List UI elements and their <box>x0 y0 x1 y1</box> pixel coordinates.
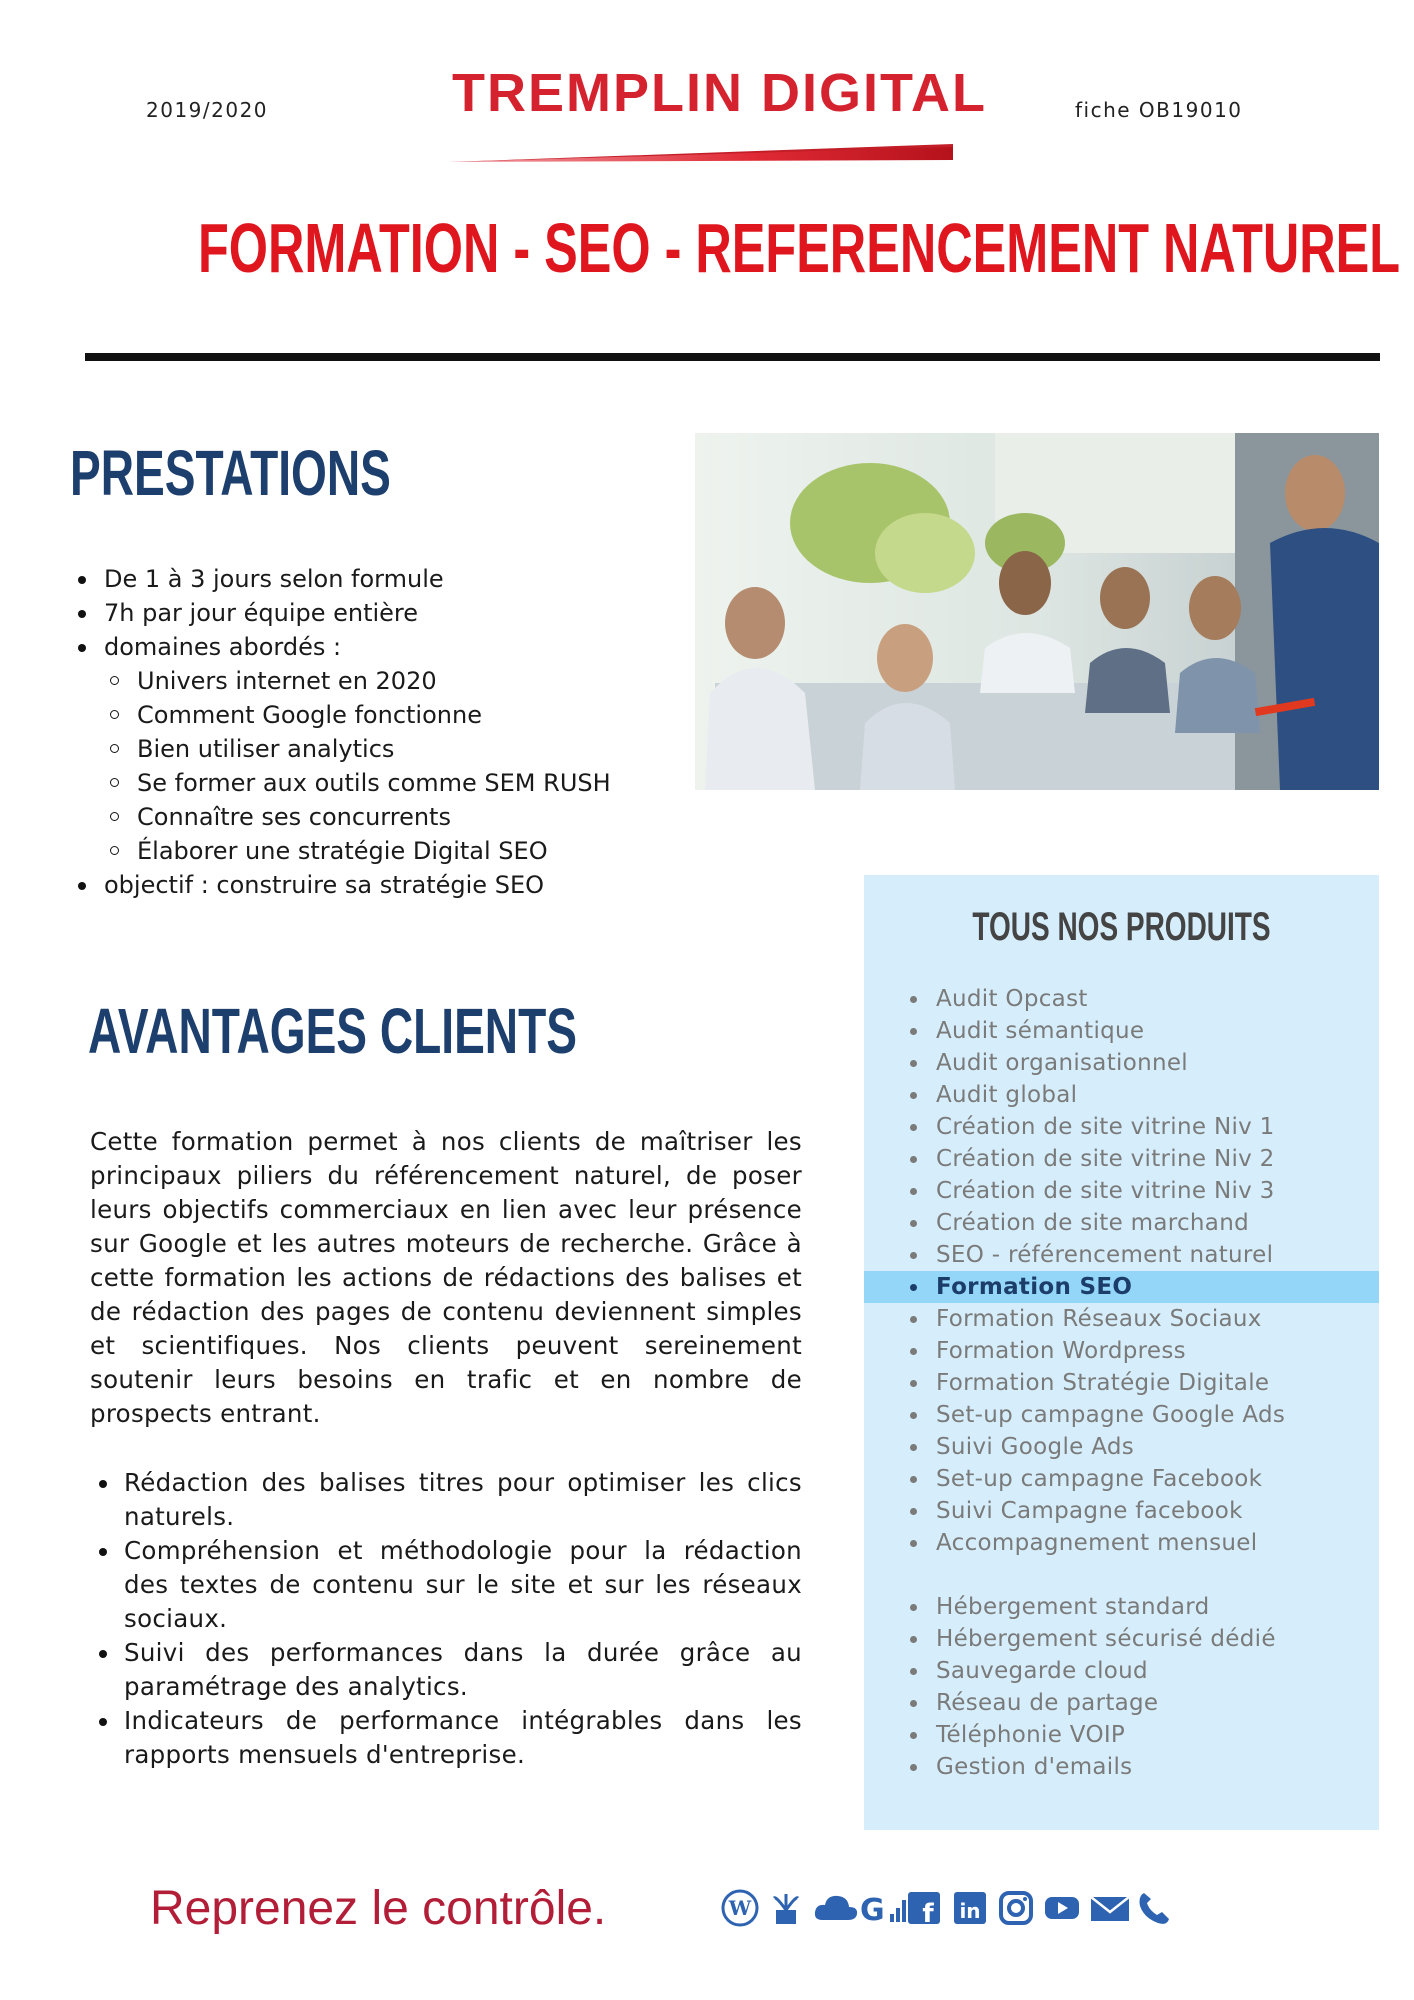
product-item[interactable]: Création de site marchand <box>864 1207 1379 1239</box>
team-meeting-photo <box>695 433 1379 790</box>
title-divider <box>85 353 1380 361</box>
bullet-icon <box>910 1764 917 1771</box>
bullet-icon <box>910 1348 917 1355</box>
list-item: objectif : construire sa stratégie SEO <box>72 868 692 902</box>
circle-bullet-icon <box>110 812 119 821</box>
bullet-icon <box>910 1476 917 1483</box>
linkedin-icon[interactable] <box>950 1888 990 1928</box>
list-item: De 1 à 3 jours selon formule <box>72 562 692 596</box>
tremplin-digital-logo <box>448 62 987 172</box>
sub-list-item: Univers internet en 2020 <box>72 664 692 698</box>
svg-text:G: G <box>860 1893 885 1928</box>
bullet-icon <box>910 1284 917 1291</box>
list-item: Rédaction des balises titres pour optimiser les clics naturels. <box>90 1466 802 1534</box>
products-panel <box>864 875 1379 1830</box>
bullet-icon <box>910 1092 917 1099</box>
product-item-active[interactable]: Formation SEO <box>864 1271 1379 1303</box>
bullet-icon <box>910 1220 917 1227</box>
sub-list-item: Bien utiliser analytics <box>72 732 692 766</box>
product-item[interactable]: Téléphonie VOIP <box>864 1719 1379 1751</box>
product-item[interactable]: Accompagnement mensuel <box>864 1527 1379 1559</box>
facebook-icon[interactable] <box>904 1888 944 1928</box>
product-item[interactable]: Suivi Google Ads <box>864 1431 1379 1463</box>
product-item[interactable]: Création de site vitrine Niv 1 <box>864 1111 1379 1143</box>
product-item[interactable]: Sauvegarde cloud <box>864 1655 1379 1687</box>
bullet-icon <box>910 1604 917 1611</box>
bullet-icon <box>910 1156 917 1163</box>
list-spacer <box>864 1559 1379 1591</box>
bullet-icon <box>910 1444 917 1451</box>
circle-bullet-icon <box>110 710 119 719</box>
logo-swoosh-icon <box>448 134 958 164</box>
bullet-icon <box>910 1508 917 1515</box>
bullet-icon <box>910 1316 917 1323</box>
plant-icon[interactable] <box>766 1888 806 1928</box>
bullet-icon <box>910 1028 917 1035</box>
school-year: 2019/2020 <box>146 98 269 122</box>
bullet-icon <box>910 1540 917 1547</box>
sub-list-item: Se former aux outils comme SEM RUSH <box>72 766 692 800</box>
page-title: FORMATION - SEO - REFERENCEMENT NATUREL <box>197 209 1401 287</box>
product-item[interactable]: Hébergement standard <box>864 1591 1379 1623</box>
product-item[interactable]: Formation Stratégie Digitale <box>864 1367 1379 1399</box>
product-item[interactable]: Audit global <box>864 1079 1379 1111</box>
bullet-icon <box>910 1124 917 1131</box>
avantages-paragraph: Cette formation permet à nos clients de maîtriser les principaux piliers du référencement naturel, de poser leurs objectifs commerciaux en lien avec leur présence sur Google et les autres moteurs de recherche. Grâce à cette formation les actions de rédactions des balises et de rédaction des pages de contenu deviennent simples et scientifiques. Nos clients peuvent sereinement soutenir leurs besoins en trafic et en nombre de prospects entrant. <box>90 1127 802 1428</box>
products-heading: TOUS NOS PRODUITS <box>972 905 1271 949</box>
bullet-icon <box>910 1380 917 1387</box>
bullet-icon <box>78 882 86 890</box>
social-icons-row <box>720 1888 1174 1928</box>
youtube-icon[interactable] <box>1042 1888 1082 1928</box>
product-item[interactable]: Formation Réseaux Sociaux <box>864 1303 1379 1335</box>
avantages-list <box>90 1466 802 1772</box>
product-item[interactable]: Audit Opcast <box>864 983 1379 1015</box>
product-item[interactable]: Création de site vitrine Niv 2 <box>864 1143 1379 1175</box>
google-analytics-icon[interactable] <box>858 1888 898 1928</box>
cloud-icon[interactable] <box>812 1888 852 1928</box>
product-item[interactable]: Set-up campagne Google Ads <box>864 1399 1379 1431</box>
bullet-icon <box>910 1668 917 1675</box>
products-list <box>864 983 1379 1783</box>
list-item: Indicateurs de performance intégrables dans les rapports mensuels d'entreprise. <box>90 1704 802 1772</box>
prestations-list <box>72 562 692 902</box>
product-item[interactable]: Gestion d'emails <box>864 1751 1379 1783</box>
bullet-icon <box>910 996 917 1003</box>
fiche-reference: fiche OB19010 <box>1075 98 1243 122</box>
bullet-icon <box>910 1252 917 1259</box>
bullet-icon <box>910 1700 917 1707</box>
product-item[interactable]: Set-up campagne Facebook <box>864 1463 1379 1495</box>
bullet-icon <box>910 1060 917 1067</box>
product-item[interactable]: Création de site vitrine Niv 3 <box>864 1175 1379 1207</box>
bullet-icon <box>99 1548 107 1556</box>
wordpress-icon[interactable] <box>720 1888 760 1928</box>
product-item[interactable]: Hébergement sécurisé dédié <box>864 1623 1379 1655</box>
product-item[interactable]: SEO - référencement naturel <box>864 1239 1379 1271</box>
svg-text:in: in <box>959 1899 981 1923</box>
svg-text:W: W <box>728 1896 752 1920</box>
product-item[interactable]: Audit sémantique <box>864 1015 1379 1047</box>
bullet-icon <box>78 610 86 618</box>
product-item[interactable]: Suivi Campagne facebook <box>864 1495 1379 1527</box>
bullet-icon <box>99 1718 107 1726</box>
bullet-icon <box>99 1480 107 1488</box>
footer-tagline: Reprenez le contrôle. <box>150 1882 607 1935</box>
product-item[interactable]: Réseau de partage <box>864 1687 1379 1719</box>
product-item[interactable]: Audit organisationnel <box>864 1047 1379 1079</box>
svg-text:f: f <box>922 1899 934 1928</box>
avantages-heading: AVANTAGES CLIENTS <box>88 995 577 1067</box>
logo-text: TREMPLIN DIGITAL <box>452 63 987 123</box>
bullet-icon <box>910 1188 917 1195</box>
list-item: Suivi des performances dans la durée grâce au paramétrage des analytics. <box>90 1636 802 1704</box>
instagram-icon[interactable] <box>996 1888 1036 1928</box>
sub-list-item: Comment Google fonctionne <box>72 698 692 732</box>
list-item: domaines abordés : <box>72 630 692 664</box>
bullet-icon <box>78 644 86 652</box>
bullet-icon <box>910 1412 917 1419</box>
prestations-heading: PRESTATIONS <box>70 437 391 509</box>
bullet-icon <box>99 1650 107 1658</box>
circle-bullet-icon <box>110 744 119 753</box>
email-icon[interactable] <box>1088 1888 1128 1928</box>
sub-list-item: Élaborer une stratégie Digital SEO <box>72 834 692 868</box>
sub-list-item: Connaître ses concurrents <box>72 800 692 834</box>
circle-bullet-icon <box>110 778 119 787</box>
circle-bullet-icon <box>110 676 119 685</box>
list-item: Compréhension et méthodologie pour la rédaction des textes de contenu sur le site et sur les réseaux sociaux. <box>90 1534 802 1636</box>
bullet-icon <box>910 1636 917 1643</box>
product-item[interactable]: Formation Wordpress <box>864 1335 1379 1367</box>
bullet-icon <box>910 1732 917 1739</box>
list-item: 7h par jour équipe entière <box>72 596 692 630</box>
bullet-icon <box>78 576 86 584</box>
circle-bullet-icon <box>110 846 119 855</box>
phone-icon[interactable] <box>1134 1888 1174 1928</box>
